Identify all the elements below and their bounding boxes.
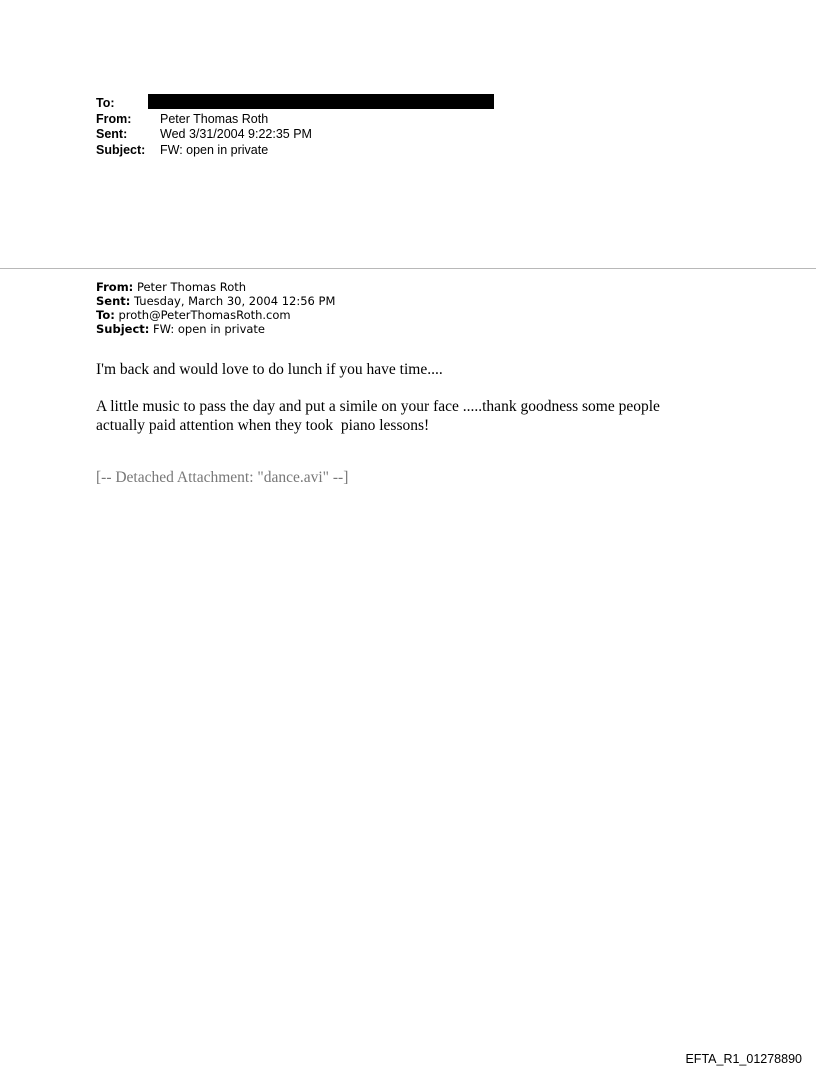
email-header <box>96 96 494 158</box>
header-sent-value: Wed 3/31/2004 9:22:35 PM <box>160 127 312 141</box>
header-to-label: To: <box>96 96 115 110</box>
forwarded-sent-row <box>96 294 335 308</box>
header-from-value: Peter Thomas Roth <box>160 111 269 126</box>
forwarded-to-value: proth@PeterThomasRoth.com <box>118 308 291 322</box>
redacted-recipient-bar <box>148 94 494 109</box>
body-paragraph-2 <box>96 397 736 435</box>
header-to-row <box>96 96 494 112</box>
header-subject-row <box>96 143 494 159</box>
forwarded-sent-value: Tuesday, March 30, 2004 12:56 PM <box>134 294 336 308</box>
body-paragraph-2-line-1: A little music to pass the day and put a simile on your face .....thank goodness some people <box>96 398 660 415</box>
forwarded-from-row <box>96 280 335 294</box>
forwarded-from-label: From: <box>96 280 134 294</box>
header-sent-row <box>96 127 494 143</box>
forwarded-header <box>96 280 335 336</box>
header-subject-label: Subject: <box>96 142 146 157</box>
header-divider <box>0 268 816 269</box>
forwarded-to-label: To: <box>96 308 115 322</box>
header-sent-label: Sent: <box>96 127 128 141</box>
header-from-row <box>96 112 494 128</box>
forwarded-subject-label: Subject: <box>96 322 150 336</box>
forwarded-sent-label: Sent: <box>96 294 131 308</box>
detached-attachment-note: [-- Detached Attachment: "dance.avi" --] <box>96 469 349 486</box>
header-from-label: From: <box>96 111 132 126</box>
body-paragraph-1: I'm back and would love to do lunch if you have time.... <box>96 361 443 378</box>
header-subject-value: FW: open in private <box>160 142 269 157</box>
document-id: EFTA_R1_01278890 <box>685 1052 802 1066</box>
body-paragraph-2-line-2: actually paid attention when they took piano lessons! <box>96 417 430 434</box>
forwarded-from-value: Peter Thomas Roth <box>136 280 247 294</box>
forwarded-subject-row <box>96 322 335 336</box>
forwarded-to-row <box>96 308 335 322</box>
forwarded-subject-value: FW: open in private <box>153 322 266 336</box>
